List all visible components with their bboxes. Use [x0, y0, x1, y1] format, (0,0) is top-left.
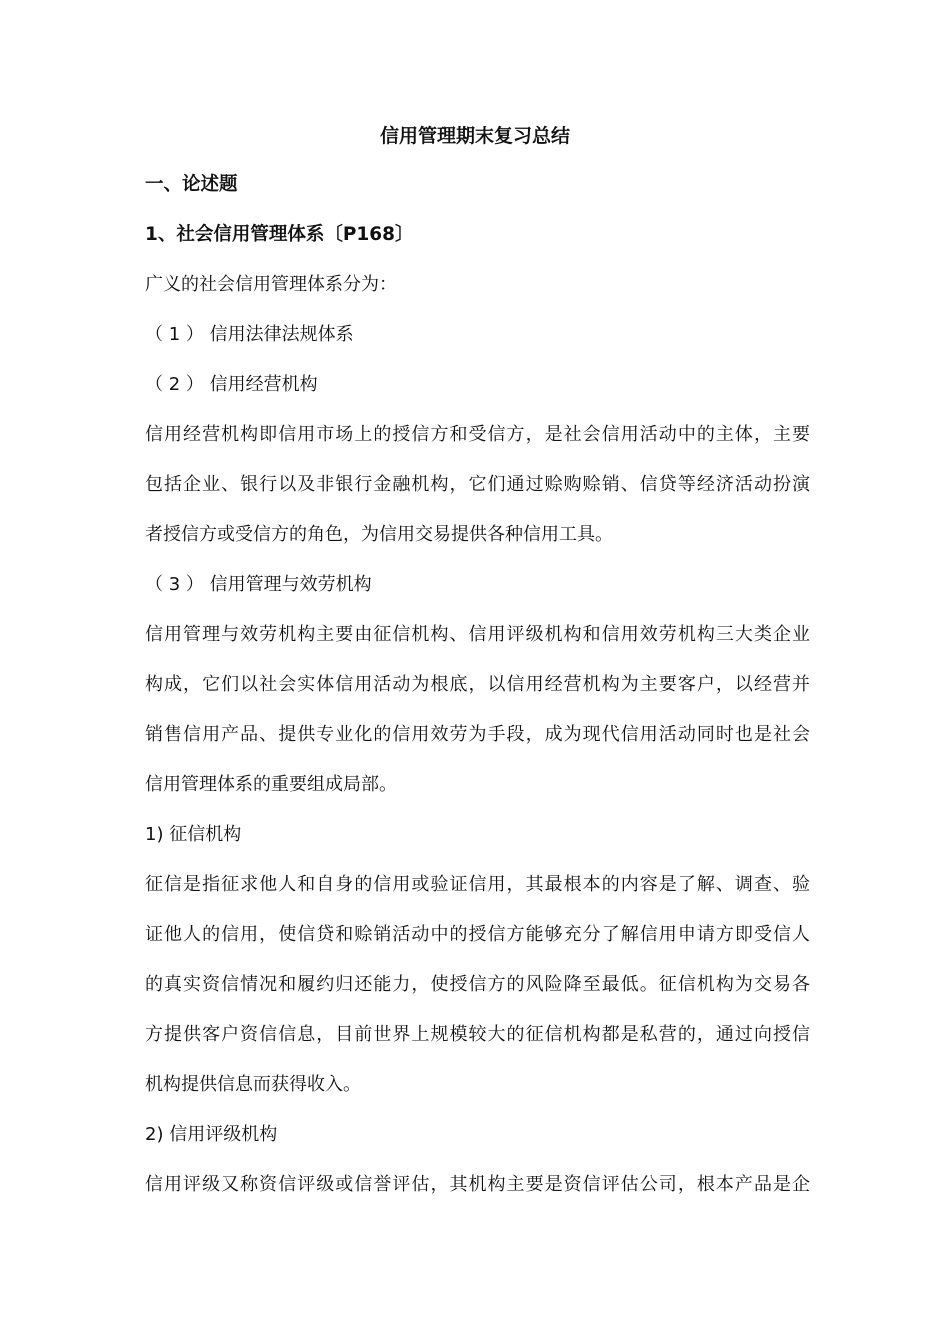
list-item-2: （ 2 ） 信用经营机构 [145, 374, 318, 395]
subsection-1: 1) 征信机构 [145, 824, 242, 845]
section-heading: 一、论述题 [145, 174, 238, 195]
paragraph-line: 包括企业、银行以及非银行金融机构，它们通过赊购赊销、信贷等经济活动扮演 [145, 474, 810, 495]
topic-heading: 1、社会信用管理体系〔P168〕 [145, 224, 414, 245]
paragraph-line: 信用管理与效劳机构主要由征信机构、信用评级机构和信用效劳机构三大类企业 [145, 624, 810, 645]
list-item-3: （ 3 ） 信用管理与效劳机构 [145, 574, 372, 595]
paragraph-line: 机构提供信息而获得收入。 [145, 1074, 361, 1095]
document-title: 信用管理期末复习总结 [379, 125, 570, 147]
paragraph-line: 方提供客户资信信息，目前世界上规模较大的征信机构都是私营的，通过向授信 [145, 1024, 810, 1045]
list-item-1: （ 1 ） 信用法律法规体系 [145, 324, 354, 345]
paragraph-line: 信用评级又称资信评级或信誉评估，其机构主要是资信评估公司，根本产品是企 [145, 1174, 810, 1195]
paragraph-line: 构成，它们以社会实体信用活动为根底，以信用经营机构为主要客户，以经营并 [145, 674, 810, 695]
intro-text: 广义的社会信用管理体系分为： [145, 274, 397, 295]
subsection-2: 2) 信用评级机构 [145, 1124, 278, 1145]
paragraph-line: 信用管理体系的重要组成局部。 [145, 774, 397, 795]
paragraph-line: 征信是指征求他人和自身的信用或验证信用，其最根本的内容是了解、调查、验 [145, 874, 810, 895]
paragraph-line: 者授信方或受信方的角色，为信用交易提供各种信用工具。 [145, 524, 613, 545]
paragraph-line: 证他人的信用，使信贷和赊销活动中的授信方能够充分了解信用申请方即受信人 [145, 924, 810, 945]
paragraph-line: 销售信用产品、提供专业化的信用效劳为手段，成为现代信用活动同时也是社会 [145, 724, 810, 745]
paragraph-line: 信用经营机构即信用市场上的授信方和受信方，是社会信用活动中的主体，主要 [145, 424, 810, 445]
paragraph-line: 的真实资信情况和履约归还能力，使授信方的风险降至最低。征信机构为交易各 [145, 974, 810, 995]
